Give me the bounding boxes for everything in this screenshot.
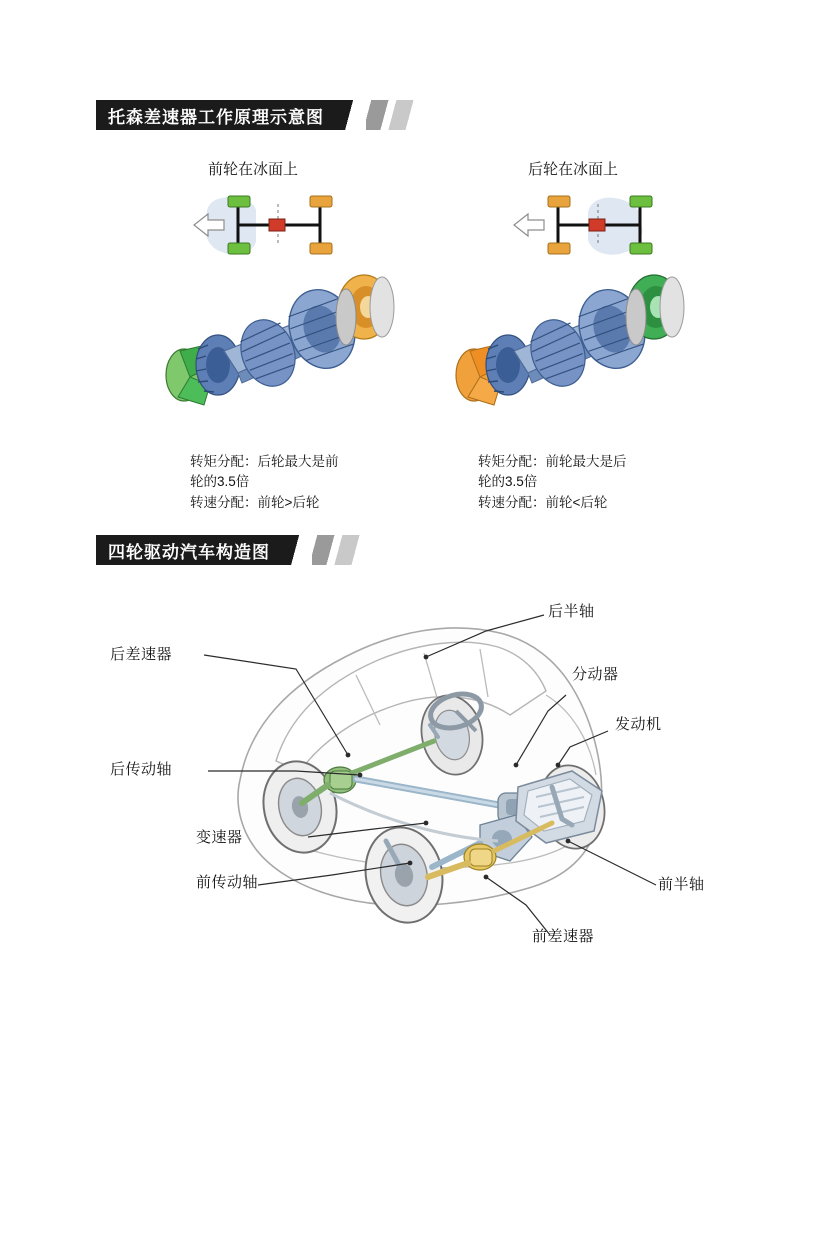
caption-front-wheels-on-ice: 前轮在冰面上	[208, 161, 299, 178]
torque-note-right	[478, 452, 678, 513]
awd-callout-leader-lines	[96, 575, 736, 975]
section-banner-awd	[96, 535, 370, 565]
banner-slash-decoration-2	[284, 535, 312, 565]
callout-rear-drive-shaft: 后传动轴	[110, 761, 173, 778]
torque-note-left-line-3: 转速分配：前轮>后轮	[190, 494, 320, 510]
callout-front-drive-shaft: 前传动轴	[196, 874, 259, 891]
section-banner-torsen	[96, 100, 424, 130]
torque-note-left	[190, 452, 390, 513]
torque-note-right-line-2: 轮的3.5倍	[478, 474, 538, 490]
torque-note-right-line-3: 转速分配：前轮<后轮	[478, 494, 608, 510]
torsen-differential-cutaway-right	[440, 265, 690, 425]
torque-note-right-line-1: 转矩分配：前轮最大是后	[478, 454, 627, 469]
caption-rear-wheels-on-ice: 后轮在冰面上	[528, 161, 619, 178]
torque-note-left-line-2: 轮的3.5倍	[190, 474, 250, 490]
torsen-differential-cutaway-left	[150, 265, 400, 425]
rear-wheels-on-ice-schematic	[510, 192, 710, 274]
callout-transfer-case: 分动器	[572, 666, 619, 683]
callout-engine: 发动机	[615, 716, 662, 733]
callout-transmission: 变速器	[196, 829, 243, 846]
banner-slash-decoration	[338, 100, 366, 130]
banner-tail-decoration-2	[312, 535, 370, 565]
callout-front-differential: 前差速器	[532, 928, 595, 945]
section-title-awd: 四轮驱动汽车构造图	[96, 535, 284, 565]
section-title-torsen: 托森差速器工作原理示意图	[96, 100, 338, 130]
front-wheels-on-ice-schematic	[190, 192, 390, 274]
torque-note-left-line-1: 转矩分配：后轮最大是前	[190, 454, 339, 469]
callout-front-half-shaft: 前半轴	[658, 876, 705, 893]
callout-rear-half-shaft: 后半轴	[548, 603, 595, 620]
callout-rear-differential: 后差速器	[110, 646, 173, 663]
banner-tail-decoration	[366, 100, 424, 130]
